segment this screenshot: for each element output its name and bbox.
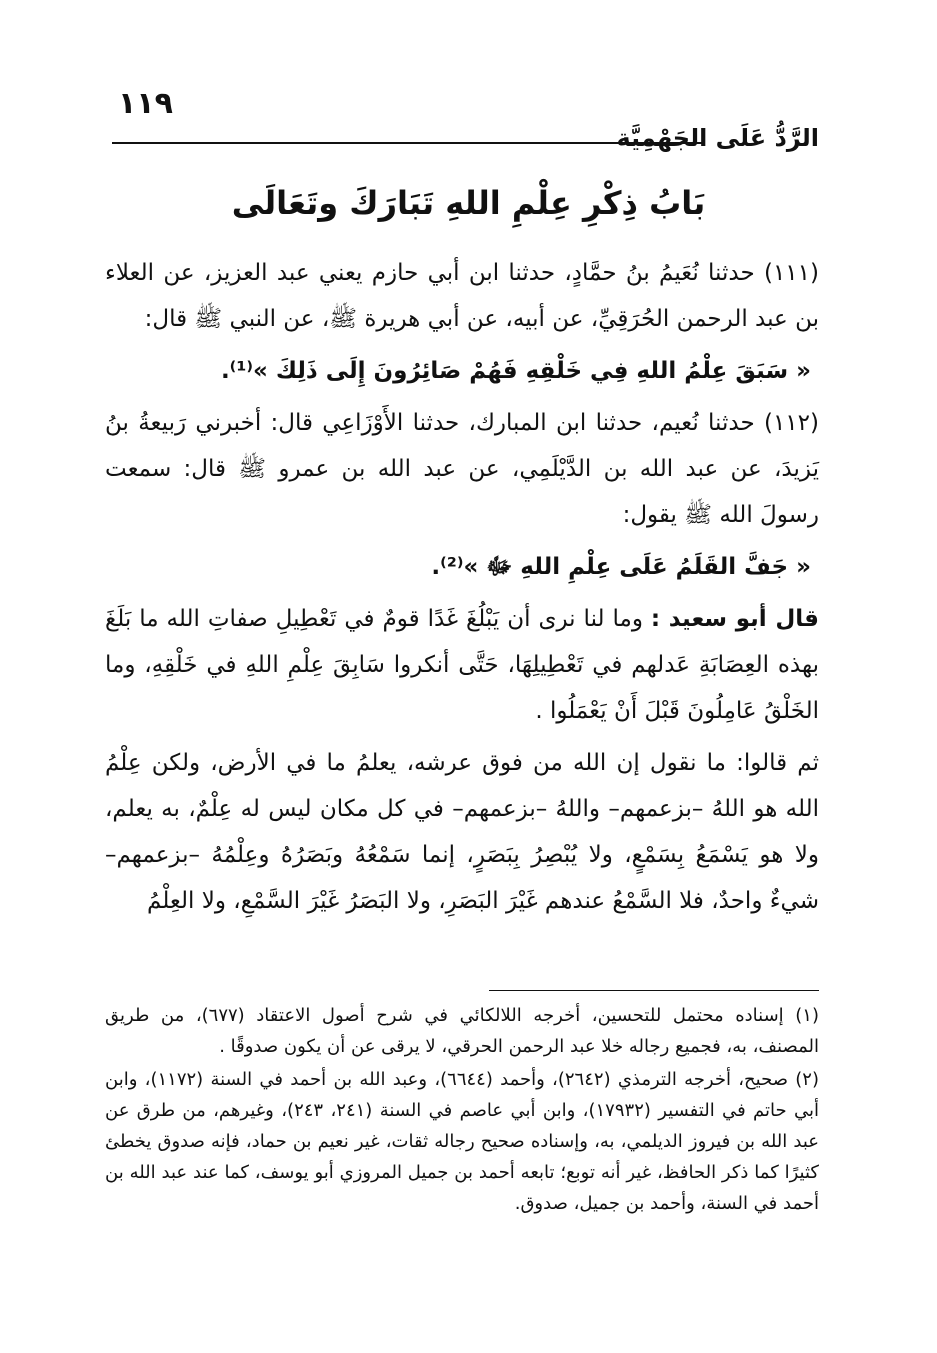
commentary-lead: قال أبو سعيد : xyxy=(650,606,819,632)
footnote-2: (٢) صحيح، أخرجه الترمذي (٢٦٤٢)، وأحمد (٦٦٤٤)، وعبد الله بن أحمد في السنة (١١٧٢)، وابن أبي حاتم في التفسير (١٧٩٣٢)، وابن أبي عاصم في السنة (٢٤١، ٢٤٣)، وغيرهم، من طرق عن عبد الله بن فيروز الديلمي، به، وإسناده صحيح رجاله ثقات، غير نعيم بن حماد، فإنه صدوق يخطئ كثيرًا كما ذكر الحافظ، غير أنه توبع؛ تابعه أحمد بن جميل المروزي أبو يوسف، كما عند عبد الله بن أحمد في السنة، وأحمد بن جميل، صدوق. xyxy=(105,1069,820,1214)
hadith-112: (١١٢) حدثنا نُعيم، حدثنا ابن المبارك، حدثنا الأَوْزَاعِي قال: أخبرني رَبيعةُ بنُ يَزيدَ، عن عبد الله بن الدَّيْلَمِي، عن عبد الله بن عمرو ﷺ قال: سمعت رسولَ الله ﷺ يقول: xyxy=(105,410,819,528)
footnotes xyxy=(105,1000,819,1221)
chapter-title: بَابُ ذِكْرِ عِلْمِ اللهِ تَبَارَكَ وتَعَالَى xyxy=(231,184,706,222)
continuation-paragraph: ثم قالوا: ما نقول إن الله من فوق عرشه، يعلمُ ما في الأرض، ولكن عِلْمُ الله هو اللهُ –بزعمهم– واللهُ –بزعمهم– في كل مكان ليس له عِلْمٌ، به يعلم، ولا هو يَسْمَعُ بِسَمْعٍ، ولا يُبْصِرُ بِبَصَرٍ، إنما سَمْعُهُ وبَصَرُهُ وعِلْمُهُ –بزعمهم– شيءٌ واحدٌ، فلا السَّمْعُ عندهم غَيْرَ البَصَرِ، ولا البَصَرُ غَيْرَ السَّمْعِ، ولا العِلْمُ xyxy=(105,750,819,914)
running-header-title: الرَّدُّ عَلَى الجَهْمِيَّة xyxy=(616,124,819,152)
footnote-rule xyxy=(489,990,819,991)
hadith-112-quote: « جَفَّ القَلَمُ عَلَى عِلْمِ اللهِ ﷻ »⁽²⁾. xyxy=(431,554,811,580)
hadith-111-quote: « سَبَقَ عِلْمُ اللهِ فِي خَلْقِهِ فَهُمْ صَائِرُونَ إِلَى ذَلِكَ »⁽¹⁾. xyxy=(220,358,811,384)
hadith-111: (١١١) حدثنا نُعَيمُ بنُ حمَّادٍ، حدثنا ابن أبي حازم يعني عبد العزيز، عن العلاء بن عبد الرحمن الحُرَقِيِّ، عن أبيه، عن أبي هريرة ﷺ، عن النبي ﷺ قال: xyxy=(105,260,819,332)
body-text xyxy=(105,250,819,930)
header-rule xyxy=(112,142,702,144)
footnote-1: (١) إسناده محتمل للتحسين، أخرجه اللالكائي في شرح أصول الاعتقاد (٦٧٧)، من طريق المصنف، به، فجميع رجاله خلا عبد الرحمن الحرقي، لا يرقى عن أن يكون صدوقًا . xyxy=(105,1005,819,1057)
commentary-text: وما لنا نرى أن يَبْلُغَ غَدًا قومٌ في تَعْطِيلِ صفاتِ الله ما بَلَغَ بهذه العِصَابَةِ عَدلهم في تَعْطِيلِهَا، حَتَّى أنكروا سَابِقَ عِلْمِ اللهِ في خَلْقِهِ، وما الخَلْقُ عَامِلُونَ قَبْلَ أَنْ يَعْمَلُوا . xyxy=(105,606,819,724)
commentary-paragraph xyxy=(105,596,819,734)
page-number: ١١٩ xyxy=(118,86,173,121)
